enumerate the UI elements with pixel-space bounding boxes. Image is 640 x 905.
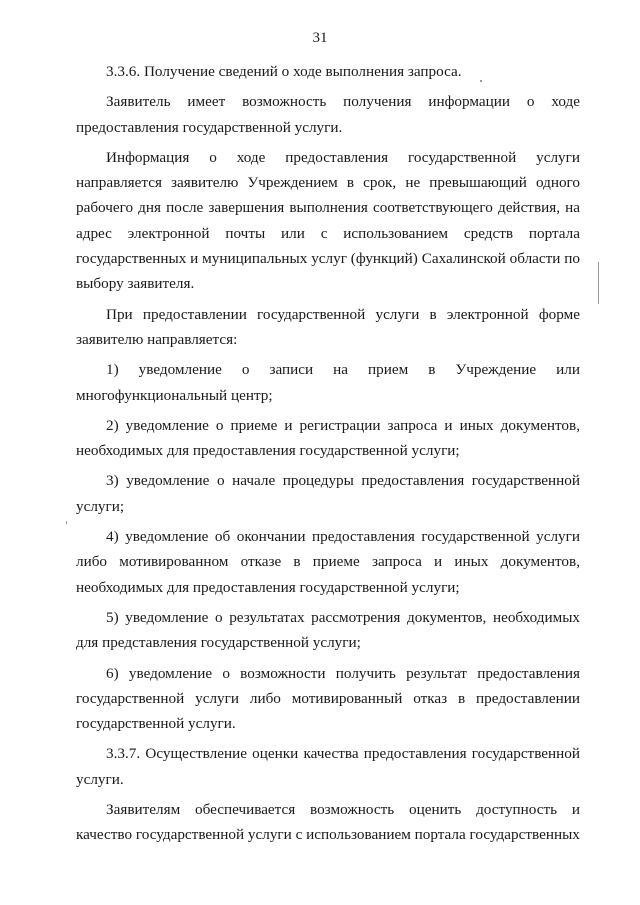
paragraph-quality-evaluation: Заявителям обеспечивается возможность оценить доступность и качество государственной услуги с использованием портала государственных — [76, 801, 580, 844]
list-item-5: 5) уведомление о результатах рассмотрения документов, необходимых для представления государственной услуги; — [76, 608, 580, 652]
page-body — [76, 59, 580, 853]
scan-artifact-top-dot — [480, 80, 482, 82]
scan-artifact-left-margin — [66, 521, 67, 524]
paragraph-applicant-information: Заявитель имеет возможность получения информации о ходе предоставления государственной услуги. — [76, 93, 580, 136]
section-heading-3-3-6: 3.3.6. Получение сведений о ходе выполнения запроса. — [106, 63, 462, 80]
scan-artifact-right-margin — [598, 262, 599, 304]
list-item-1: 1) уведомление о записи на прием в Учреждение или многофункциональный центр; — [76, 361, 580, 404]
paragraph-information-delivery: Информация о ходе предоставления государственной услуги направляется заявителю Учреждением в срок, не превышающий одного рабочего дня после завершения выполнения соответствующего действия, на адрес электронной почты или с использованием средств портала государственных и муниципальных услуг (функций) Сахалинской области по выбору заявителя. — [76, 148, 580, 293]
section-heading-3-3-7: 3.3.7. Осуществление оценки качества предоставления государственной услуги. — [76, 745, 580, 788]
paragraph-electronic-form-intro: При предоставлении государственной услуги в электронной форме заявителю направляется: — [76, 305, 580, 348]
page-number: 31 — [312, 30, 328, 46]
list-item-2: 2) уведомление о приеме и регистрации запроса и иных документов, необходимых для предоставления государственной услуги; — [76, 416, 580, 460]
list-item-4: 4) уведомление об окончании предоставления государственной услуги либо мотивированном отказе в приеме запроса и иных документов, необходимых для предоставления государственной услуги; — [76, 528, 580, 596]
list-item-6: 6) уведомление о возможности получить результат предоставления государственной услуги либо мотивированный отказ в предоставлении государственной услуги. — [76, 664, 580, 733]
list-item-3: 3) уведомление о начале процедуры предоставления государственной услуги; — [76, 472, 580, 515]
